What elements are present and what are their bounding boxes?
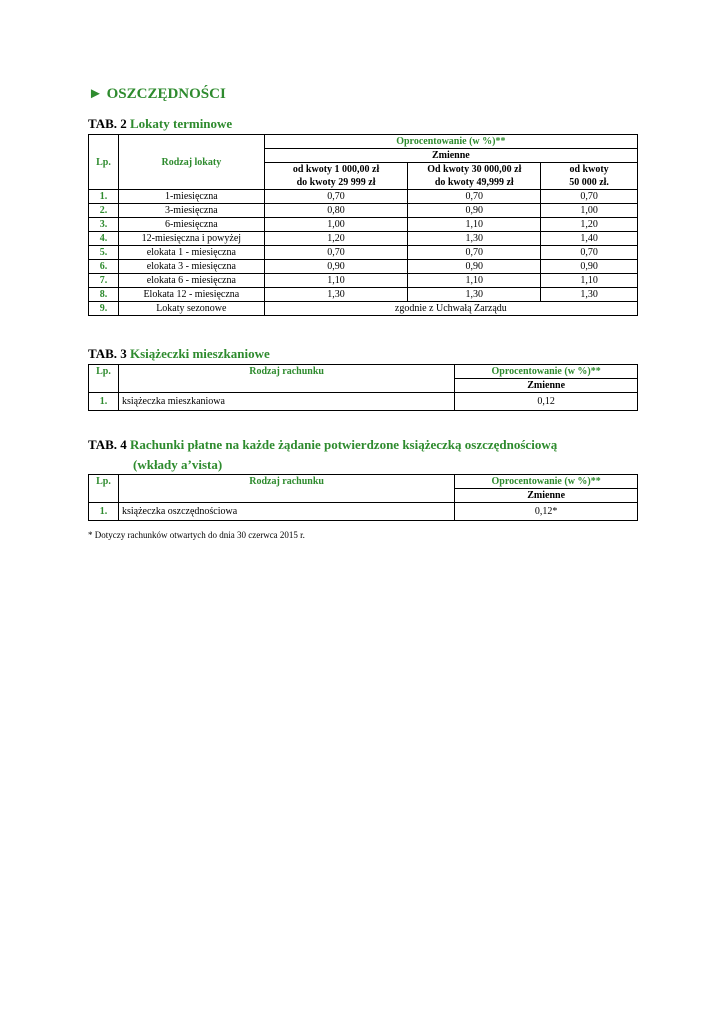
tab4-col-rodzaj: Rodzaj rachunku — [118, 475, 454, 503]
tab4-col-lp: Lp. — [89, 475, 119, 503]
tab3-col-lp: Lp. — [89, 365, 119, 393]
tab4-title: Rachunki płatne na każde żądanie potwierdzone książeczką oszczędnościową — [130, 437, 558, 452]
tab2-heading — [88, 116, 232, 132]
tab4-row-value: 0,12* — [455, 503, 638, 521]
table-row — [89, 246, 638, 260]
tab2-cell-lp: 6. — [89, 260, 119, 274]
tab2-title: Lokaty terminowe — [130, 116, 233, 131]
tab4-col-zmienne: Zmienne — [455, 489, 638, 503]
tab2-cell-lp: 3. — [89, 218, 119, 232]
tab3-heading — [88, 346, 270, 362]
tab2-cell-name: 12-miesięczna i powyżej — [118, 232, 264, 246]
tab2-range1-b: do kwoty 29 999 zł — [296, 177, 376, 188]
tab2-last-lp: 9. — [89, 302, 119, 316]
tab2-range3 — [541, 163, 638, 190]
tab2-range3-b: 50 000 zł. — [569, 177, 609, 188]
tab2-cell-v2: 1,10 — [408, 274, 541, 288]
table-row — [89, 260, 638, 274]
tab2-cell-lp: 5. — [89, 246, 119, 260]
tab3-prefix: TAB. 3 — [88, 346, 127, 361]
tab2-cell-v2: 0,70 — [408, 190, 541, 204]
tab3-col-rodzaj: Rodzaj rachunku — [118, 365, 454, 393]
tab2-cell-v1: 0,70 — [264, 190, 408, 204]
tab2-cell-name: elokata 1 - miesięczna — [118, 246, 264, 260]
tab2-cell-v1: 1,20 — [264, 232, 408, 246]
tab2-cell-lp: 2. — [89, 204, 119, 218]
table-row — [89, 218, 638, 232]
tab2-cell-v2: 1,30 — [408, 288, 541, 302]
table-row — [89, 288, 638, 302]
tab2-cell-name: elokata 6 - miesięczna — [118, 274, 264, 288]
tab2-cell-v3: 1,10 — [541, 274, 638, 288]
tab3-col-opro: Oprocentowanie (w %)** — [455, 365, 638, 379]
tab2-cell-name: 3-miesięczna — [118, 204, 264, 218]
tab2-cell-name: Elokata 12 - miesięczna — [118, 288, 264, 302]
tab2-range2-a: Od kwoty 30 000,00 zł — [427, 164, 522, 175]
tab2-cell-v2: 1,30 — [408, 232, 541, 246]
tab3-row-lp: 1. — [89, 393, 119, 411]
tab2-cell-v1: 0,80 — [264, 204, 408, 218]
tab2-col-rodzaj: Rodzaj lokaty — [118, 135, 264, 190]
tab2-cell-v3: 0,70 — [541, 190, 638, 204]
tab3-col-zmienne: Zmienne — [455, 379, 638, 393]
tab2-cell-lp: 8. — [89, 288, 119, 302]
tab2-cell-v1: 0,90 — [264, 260, 408, 274]
tab2-cell-v2: 1,10 — [408, 218, 541, 232]
table-row — [89, 274, 638, 288]
tab2-cell-v1: 1,00 — [264, 218, 408, 232]
tab4-subtitle: (wkłady a’vista) — [133, 457, 223, 472]
tab2-cell-v3: 1,40 — [541, 232, 638, 246]
tab2-range2-b: do kwoty 49,999 zł — [434, 177, 514, 188]
tab2-cell-v3: 1,00 — [541, 204, 638, 218]
tab2-cell-v2: 0,70 — [408, 246, 541, 260]
tab2-cell-lp: 7. — [89, 274, 119, 288]
tab3-title: Książeczki mieszkaniowe — [130, 346, 270, 361]
tab4-col-opro: Oprocentowanie (w %)** — [455, 475, 638, 489]
tab2-cell-v3: 1,30 — [541, 288, 638, 302]
tab2-table — [88, 134, 638, 316]
tab2-prefix: TAB. 2 — [88, 116, 127, 131]
tab2-cell-v1: 1,30 — [264, 288, 408, 302]
tab2-range1 — [264, 163, 408, 190]
tab2-col-lp: Lp. — [89, 135, 119, 190]
tab2-cell-v1: 0,70 — [264, 246, 408, 260]
tab2-range3-a: od kwoty — [569, 164, 609, 175]
tab4-prefix: TAB. 4 — [88, 437, 127, 452]
tab2-cell-name: elokata 3 - miesięczna — [118, 260, 264, 274]
tab2-last-name: Lokaty sezonowe — [118, 302, 264, 316]
tab4-row-lp: 1. — [89, 503, 119, 521]
tab2-cell-v3: 1,20 — [541, 218, 638, 232]
tab2-cell-name: 6-miesięczna — [118, 218, 264, 232]
tab3-row-name: książeczka mieszkaniowa — [118, 393, 454, 411]
tab2-cell-v1: 1,10 — [264, 274, 408, 288]
tab2-cell-v2: 0,90 — [408, 204, 541, 218]
footnote: * Dotyczy rachunków otwartych do dnia 30 czerwca 2015 r. — [88, 530, 305, 540]
tab2-range2 — [408, 163, 541, 190]
tab4-heading — [88, 437, 557, 453]
tab4-row-name: książeczka oszczędnościowa — [118, 503, 454, 521]
table-row — [89, 232, 638, 246]
tab2-cell-v3: 0,90 — [541, 260, 638, 274]
tab2-last-value: zgodnie z Uchwałą Zarządu — [264, 302, 637, 316]
tab2-col-opro: Oprocentowanie (w %)** — [264, 135, 637, 149]
tab4-table — [88, 474, 638, 521]
table-row — [89, 204, 638, 218]
tab2-cell-name: 1-miesięczna — [118, 190, 264, 204]
table-row — [89, 190, 638, 204]
tab3-row-value: 0,12 — [455, 393, 638, 411]
tab2-cell-v3: 0,70 — [541, 246, 638, 260]
tab2-col-zmienne: Zmienne — [264, 149, 637, 163]
tab2-range1-a: od kwoty 1 000,00 zł — [292, 164, 380, 175]
tab2-cell-lp: 1. — [89, 190, 119, 204]
tab2-cell-lp: 4. — [89, 232, 119, 246]
tab2-cell-v2: 0,90 — [408, 260, 541, 274]
section-title: ► OSZCZĘDNOŚCI — [88, 86, 226, 102]
tab3-table — [88, 364, 638, 411]
